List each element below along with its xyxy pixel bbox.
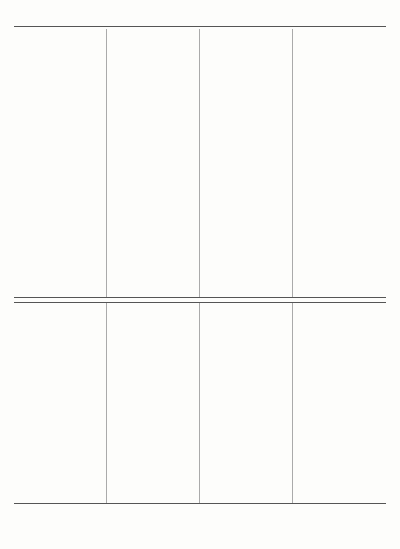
entry <box>17 193 103 202</box>
entry <box>296 292 383 297</box>
entry <box>110 139 196 148</box>
entry <box>110 76 196 85</box>
entry <box>203 283 289 292</box>
top-column <box>107 29 200 297</box>
entry <box>203 85 289 94</box>
entry <box>296 148 383 157</box>
entry <box>17 121 103 130</box>
entry <box>296 211 383 220</box>
entry <box>203 292 289 297</box>
entry <box>296 274 383 283</box>
entry <box>110 49 196 58</box>
entry <box>203 112 289 121</box>
entry <box>110 121 196 130</box>
entry <box>17 184 103 193</box>
entry <box>296 166 383 175</box>
top-column <box>293 29 386 297</box>
entry <box>110 238 196 247</box>
entry <box>296 256 383 265</box>
entry <box>203 220 289 229</box>
entry <box>203 274 289 283</box>
entry <box>110 283 196 292</box>
entry <box>296 94 383 103</box>
entry <box>17 76 103 85</box>
title-rule <box>14 26 386 27</box>
entry <box>110 130 196 139</box>
top-column <box>200 29 293 297</box>
entry <box>296 238 383 247</box>
entry <box>110 193 196 202</box>
entry <box>203 157 289 166</box>
entry <box>203 94 289 103</box>
entry <box>110 67 196 76</box>
entry <box>110 58 196 67</box>
entry <box>296 220 383 229</box>
entry <box>17 274 103 283</box>
entry <box>110 175 196 184</box>
entry <box>203 202 289 211</box>
entry <box>203 256 289 265</box>
entry <box>17 202 103 211</box>
entry <box>17 166 103 175</box>
list-column <box>200 303 293 503</box>
entry <box>296 229 383 238</box>
entry <box>110 265 196 274</box>
entry <box>203 148 289 157</box>
entry <box>110 292 196 297</box>
entry <box>110 85 196 94</box>
entry <box>203 488 289 494</box>
entry <box>296 31 383 40</box>
entry <box>203 247 289 256</box>
entry <box>17 94 103 103</box>
entry <box>17 211 103 220</box>
entry <box>110 31 196 40</box>
entry <box>203 67 289 76</box>
entry <box>296 76 383 85</box>
entry <box>110 94 196 103</box>
entry <box>203 265 289 274</box>
entry <box>203 166 289 175</box>
entry <box>110 157 196 166</box>
entry <box>17 292 103 297</box>
list-column <box>14 303 107 503</box>
entry <box>296 265 383 274</box>
entry <box>17 256 103 265</box>
entry <box>17 265 103 274</box>
entry <box>110 202 196 211</box>
entry <box>110 274 196 283</box>
entry <box>203 229 289 238</box>
entry <box>110 40 196 49</box>
entry <box>296 139 383 148</box>
entry <box>203 238 289 247</box>
entry <box>296 157 383 166</box>
top-entry-section <box>14 29 386 298</box>
entry <box>110 229 196 238</box>
entry <box>110 184 196 193</box>
entry <box>203 49 289 58</box>
entry <box>296 121 383 130</box>
entry <box>203 40 289 49</box>
entry <box>296 112 383 121</box>
entry <box>17 488 103 494</box>
entry <box>17 247 103 256</box>
entry <box>17 31 103 40</box>
entry <box>17 148 103 157</box>
entry <box>203 58 289 67</box>
list-section <box>14 303 386 504</box>
list-column <box>293 303 386 503</box>
entry <box>203 31 289 40</box>
entry <box>17 238 103 247</box>
entry <box>296 103 383 112</box>
entry <box>296 85 383 94</box>
entry <box>296 130 383 139</box>
entry <box>296 283 383 292</box>
entry <box>296 175 383 184</box>
list-column <box>107 303 200 503</box>
entry <box>296 67 383 76</box>
entry <box>203 175 289 184</box>
entry <box>17 139 103 148</box>
entry <box>296 202 383 211</box>
entry <box>17 103 103 112</box>
entry <box>296 193 383 202</box>
entry <box>17 58 103 67</box>
entry <box>17 283 103 292</box>
entry <box>110 211 196 220</box>
entry <box>296 58 383 67</box>
entry <box>203 76 289 85</box>
entry <box>203 193 289 202</box>
entry <box>17 85 103 94</box>
entry <box>17 229 103 238</box>
entry <box>203 103 289 112</box>
entry <box>110 256 196 265</box>
entry <box>17 220 103 229</box>
entry <box>17 67 103 76</box>
entry <box>110 247 196 256</box>
entry <box>17 49 103 58</box>
entry <box>296 49 383 58</box>
entry <box>296 40 383 49</box>
entry <box>110 148 196 157</box>
top-column <box>14 29 107 297</box>
entry <box>203 211 289 220</box>
entry <box>17 130 103 139</box>
entry <box>110 112 196 121</box>
entry <box>110 103 196 112</box>
entry <box>296 488 383 494</box>
entry <box>203 121 289 130</box>
entry <box>17 40 103 49</box>
entry <box>110 488 196 494</box>
entry <box>110 220 196 229</box>
entry <box>296 247 383 256</box>
entry <box>203 139 289 148</box>
entry <box>203 130 289 139</box>
entry <box>110 166 196 175</box>
entry <box>203 184 289 193</box>
entry <box>17 157 103 166</box>
entry <box>17 175 103 184</box>
entry <box>296 184 383 193</box>
entry <box>17 112 103 121</box>
